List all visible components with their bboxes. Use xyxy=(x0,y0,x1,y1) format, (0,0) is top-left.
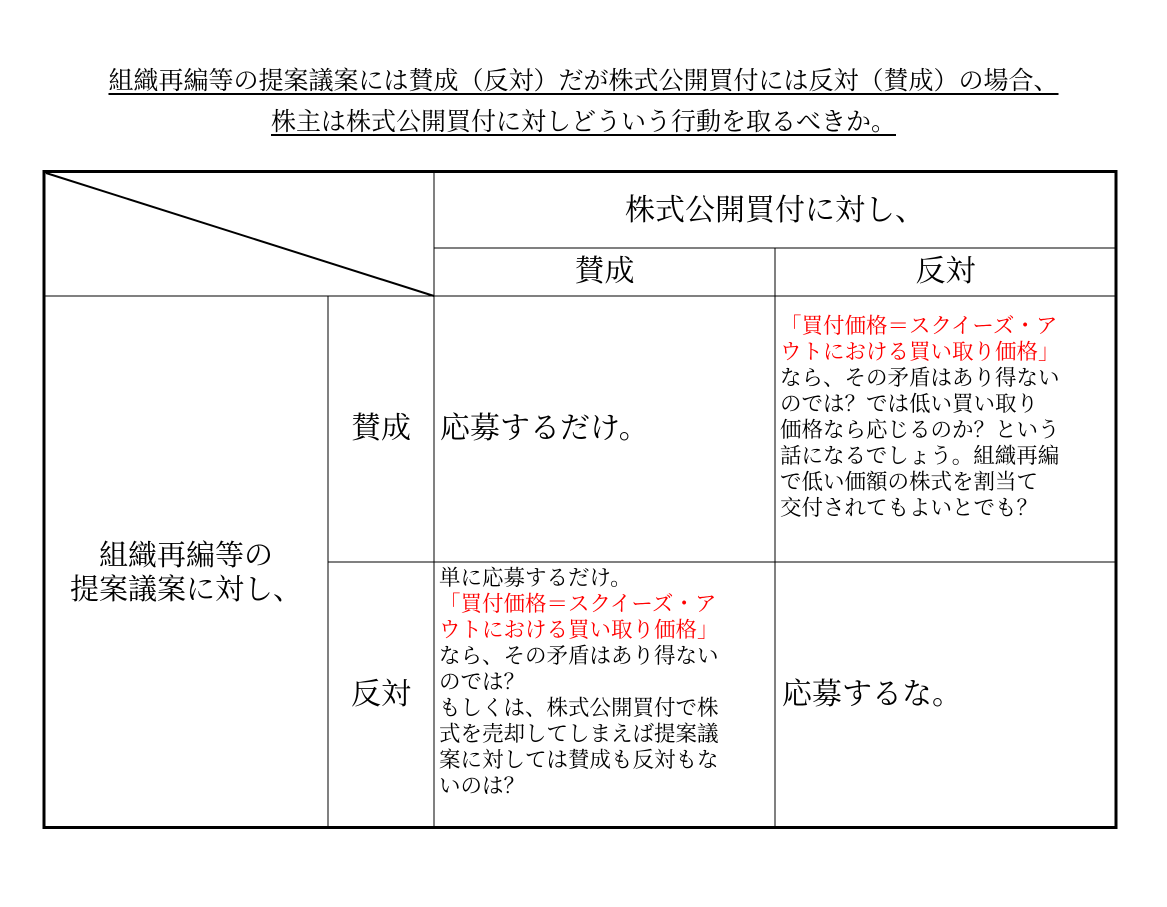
col-header-oppose-text: 反対 xyxy=(915,254,976,289)
agree-oppose-line-6: 交付されてもよいとでも？ xyxy=(780,496,1039,521)
agree-oppose-red-line-2: ウトにおける買い取り価格」 xyxy=(780,340,1060,365)
agree-oppose-line-4: 話になるでしょう。組織再編 xyxy=(780,444,1060,469)
row-header-oppose xyxy=(328,562,434,827)
row-header-line-1: 組織再編等の xyxy=(98,537,273,572)
oppose-agree-top-line: 単に応募するだけ。 xyxy=(439,566,632,591)
agree-oppose-line-3: 価格なら応じるのか？という xyxy=(780,418,1060,443)
agree-oppose-line-2: のでは？では低い買い取り xyxy=(780,392,1039,417)
col-header-agree-text: 賛成 xyxy=(574,254,635,289)
agree-oppose-red-line-1: 「買付価格＝スクイーズ・ア xyxy=(780,314,1058,339)
cell-agree-agree-text: 応募するだけ。 xyxy=(440,411,649,446)
oppose-agree-line-2: のでは？ xyxy=(439,670,526,695)
agree-oppose-line-1: なら、その矛盾はあり得ない xyxy=(780,366,1060,391)
row-header xyxy=(44,296,328,827)
oppose-agree-line-3: もしくは、株式公開買付で株 xyxy=(439,696,719,721)
col-header-text: 株式公開買付に対し、 xyxy=(625,192,925,228)
col-header xyxy=(434,173,1116,248)
oppose-agree-line-5: 案に対しては賛成も反対もな xyxy=(439,748,719,773)
col-header-oppose xyxy=(775,248,1116,296)
title-line-1-text: 組織再編等の提案議案には賛成（反対）だが株式公開買付には反対（賛成）の場合、 xyxy=(108,66,1059,95)
corner-diagonal xyxy=(46,173,434,296)
oppose-agree-red-line-1: 「買付価格＝スクイーズ・ア xyxy=(439,592,717,617)
oppose-agree-line-1: なら、その矛盾はあり得ない xyxy=(439,644,719,669)
cell-agree-oppose xyxy=(780,314,1114,554)
row-header-oppose-text: 反対 xyxy=(351,676,411,712)
row-header-agree xyxy=(328,296,434,562)
title-line-2-text: 株主は株式公開買付に対しどういう行動を取るべきか。 xyxy=(270,107,896,136)
oppose-agree-line-4: 式を売却してしまえば提案議 xyxy=(439,722,719,747)
cell-oppose-oppose-text: 応募するな。 xyxy=(782,676,962,712)
col-header-agree xyxy=(434,248,775,296)
cell-oppose-agree xyxy=(439,566,774,826)
cell-oppose-oppose xyxy=(782,562,1116,827)
oppose-agree-red-line-2: ウトにおける買い取り価格」 xyxy=(439,618,719,643)
row-header-line-2: 提案議案に対し、 xyxy=(69,571,302,606)
oppose-agree-line-6: いのは？ xyxy=(439,774,526,799)
row-header-agree-text: 賛成 xyxy=(351,411,411,446)
cell-agree-agree xyxy=(440,296,775,562)
agree-oppose-line-5: で低い価額の株式を割当て xyxy=(780,470,1039,495)
